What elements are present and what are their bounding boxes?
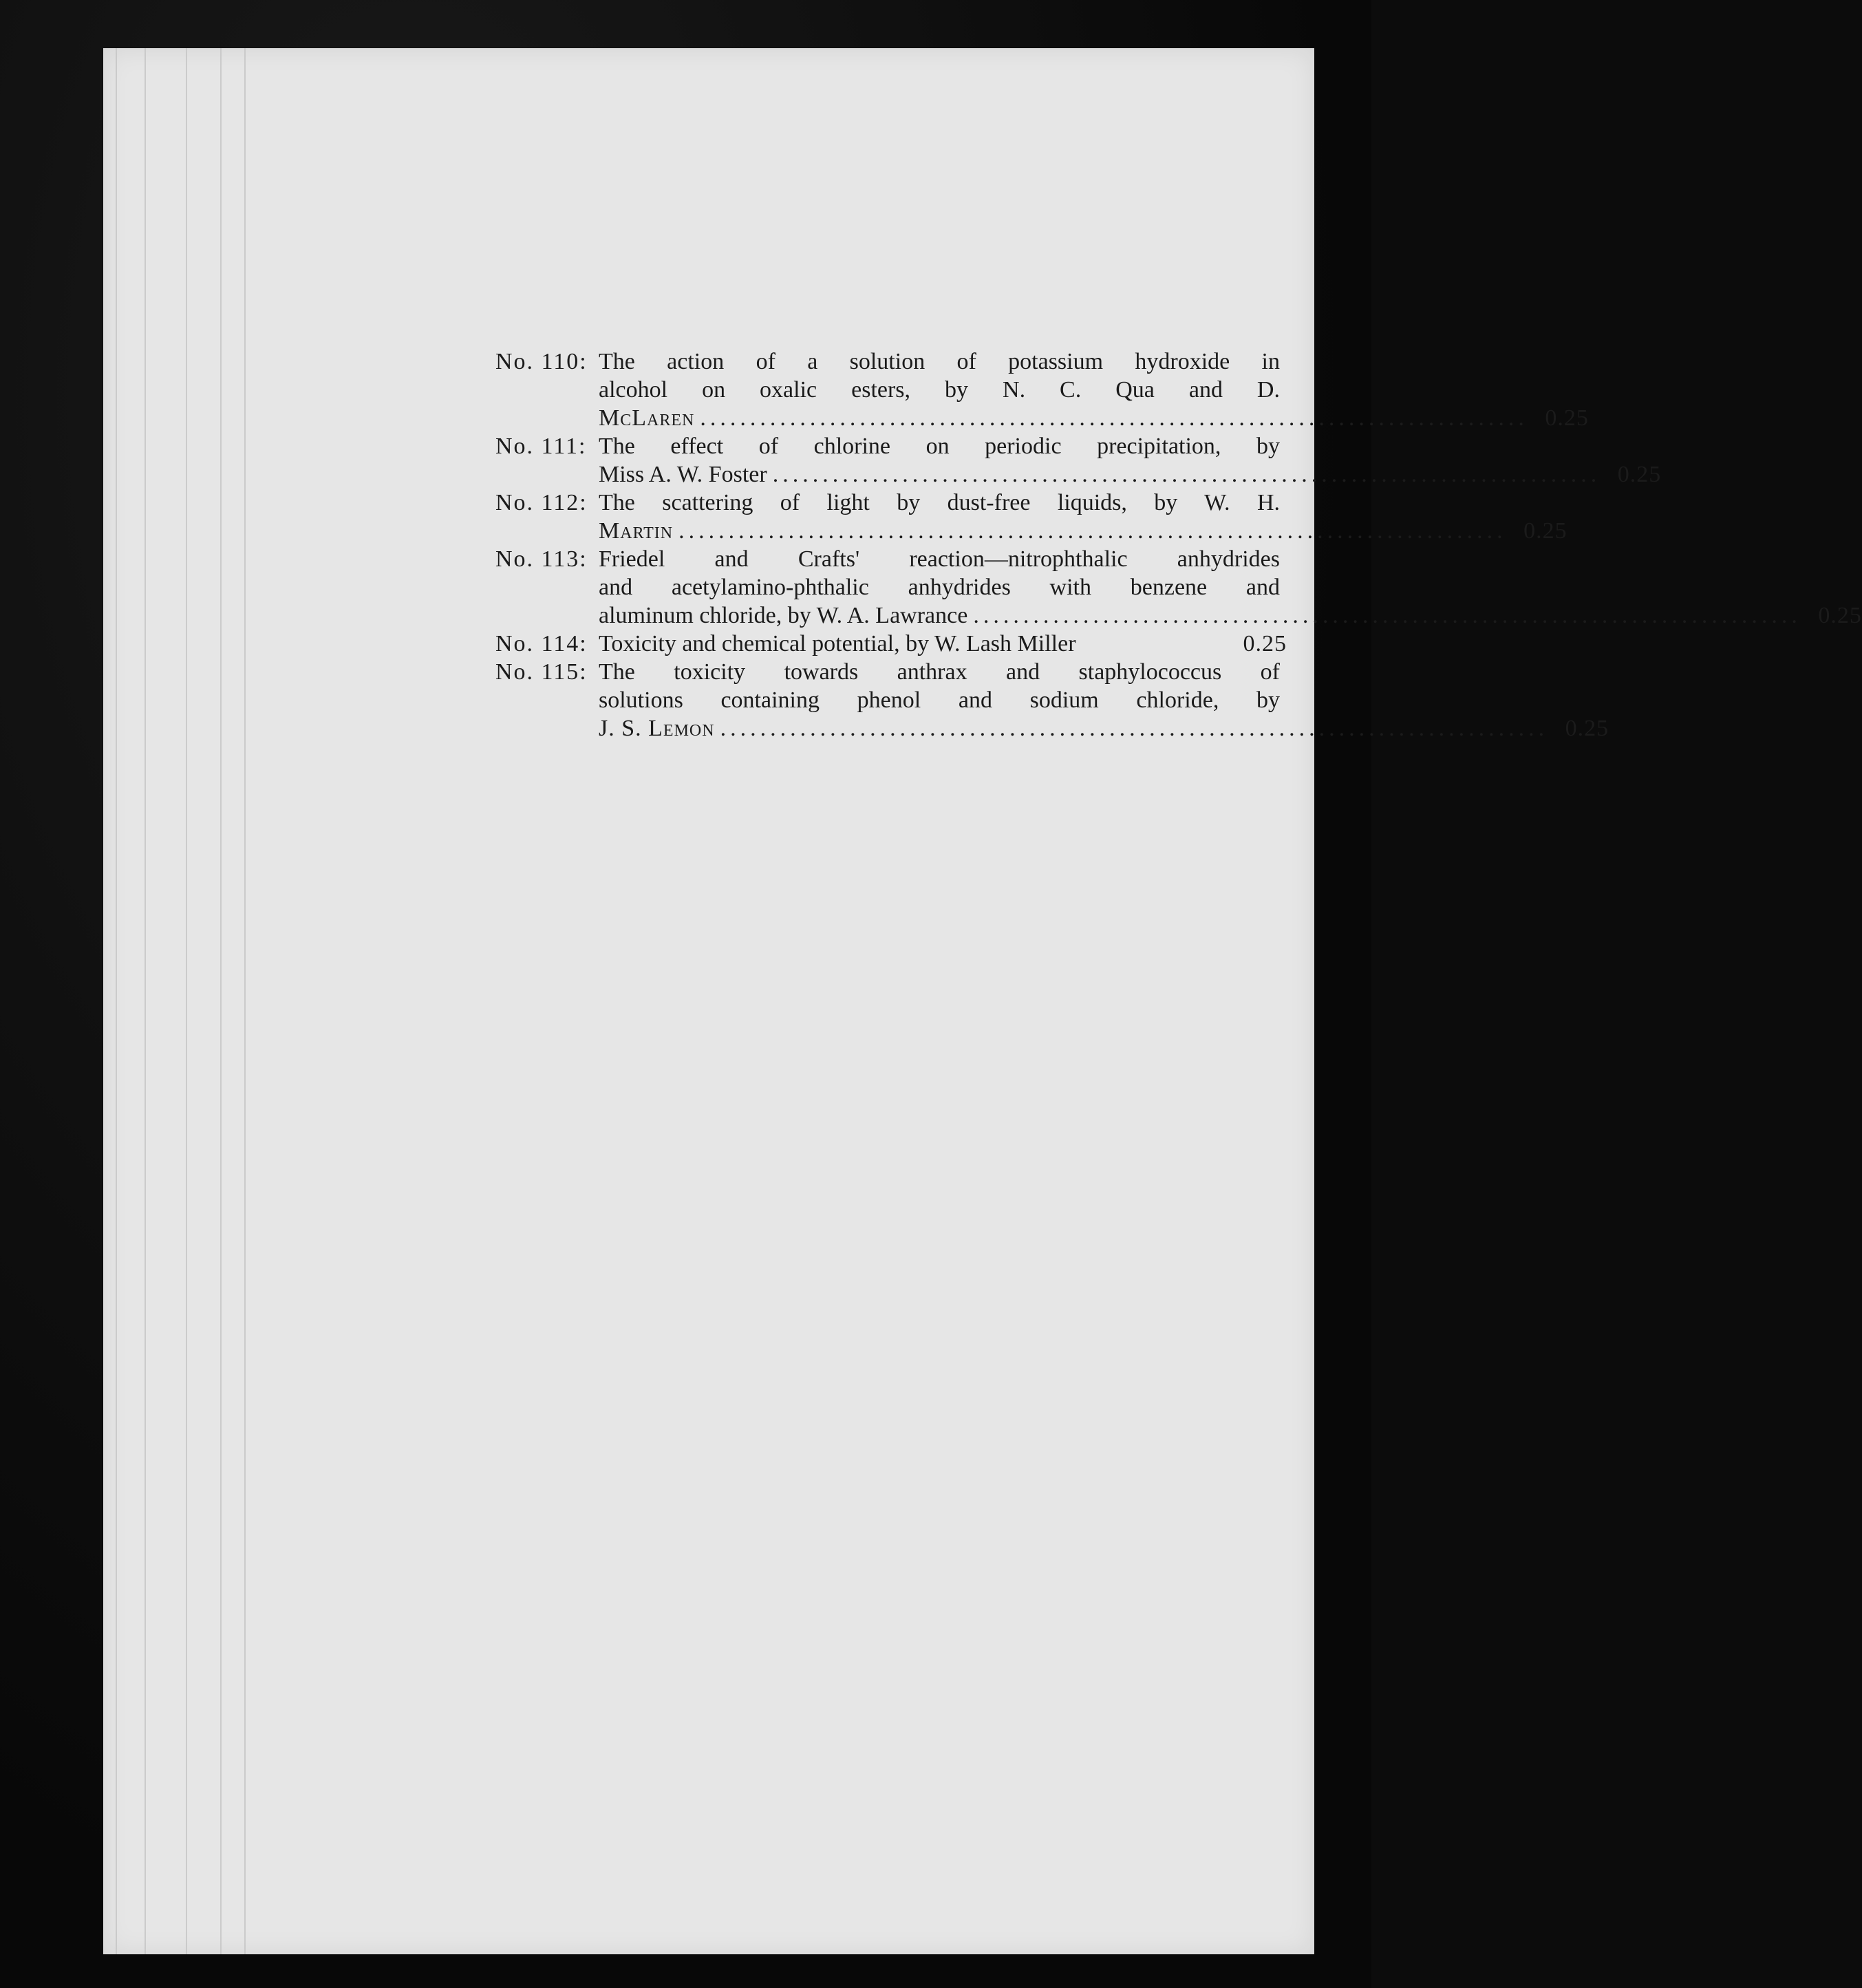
dot-leader: ................................................................................... — [720, 716, 1549, 741]
entry-price: 0.25 — [1523, 518, 1567, 544]
entry-number: No. 112: — [495, 490, 588, 515]
entry-title-line: alcohol on oxalic esters, by N. C. Qua and D. — [599, 377, 1280, 403]
list-item — [495, 348, 1589, 432]
entry-title-line: Friedel and Crafts' reaction—nitrophthalic anhydrides — [599, 546, 1280, 572]
document-page — [103, 48, 1314, 1954]
entry-title-line: solutions containing phenol and sodium chloride, by — [599, 687, 1280, 713]
entry-number: No. 111: — [495, 434, 587, 459]
dot-leader: ................................................................................... — [973, 603, 1801, 628]
entry-price: 0.25 — [1617, 462, 1662, 487]
publication-list — [495, 348, 1862, 742]
entry-author: Martin — [599, 518, 674, 544]
entry-final-line — [599, 517, 1567, 545]
entry-number: No. 114: — [495, 631, 588, 656]
entry-final-line — [599, 714, 1609, 742]
entry-number: No. 110: — [495, 349, 588, 374]
entry-title: Toxicity and chemical potential, by W. Lash Miller — [599, 631, 1076, 656]
dot-leader: ................................................................................... — [678, 518, 1507, 544]
entry-author: Miss A. W. Foster — [599, 462, 767, 487]
entry-number: No. 113: — [495, 546, 588, 572]
entry-price: 0.25 — [1818, 603, 1862, 628]
entry-title-line: The toxicity towards anthrax and staphylococcus of — [599, 659, 1280, 685]
dot-leader: ................................................................................... — [700, 405, 1528, 431]
list-item — [495, 489, 1567, 545]
entry-price: 0.25 — [1243, 631, 1287, 656]
dot-leader: ................................................................................... — [772, 462, 1601, 487]
entry-final-line — [599, 460, 1662, 489]
entry-price: 0.25 — [1545, 405, 1589, 431]
entry-author: McLaren — [599, 405, 695, 431]
entry-author: aluminum chloride, by W. A. Lawrance — [599, 603, 968, 628]
entry-final-line — [599, 601, 1862, 630]
entry-final-line — [599, 404, 1589, 432]
list-item — [495, 432, 1662, 489]
entry-number: No. 115: — [495, 659, 588, 685]
list-item — [495, 545, 1862, 630]
entry-author: J. S. Lemon — [599, 716, 715, 741]
entry-final-line — [495, 630, 1287, 658]
list-item — [495, 630, 1287, 658]
entry-price: 0.25 — [1565, 716, 1609, 741]
entry-title-line: and acetylamino-phthalic anhydrides with benzene and — [599, 575, 1280, 600]
entry-title-line: The scattering of light by dust-free liquids, by W. H. — [599, 490, 1280, 515]
entry-title-line: The effect of chlorine on periodic precipitation, by — [599, 434, 1280, 459]
list-item — [495, 658, 1609, 742]
entry-title-line: The action of a solution of potassium hydroxide in — [599, 349, 1280, 374]
